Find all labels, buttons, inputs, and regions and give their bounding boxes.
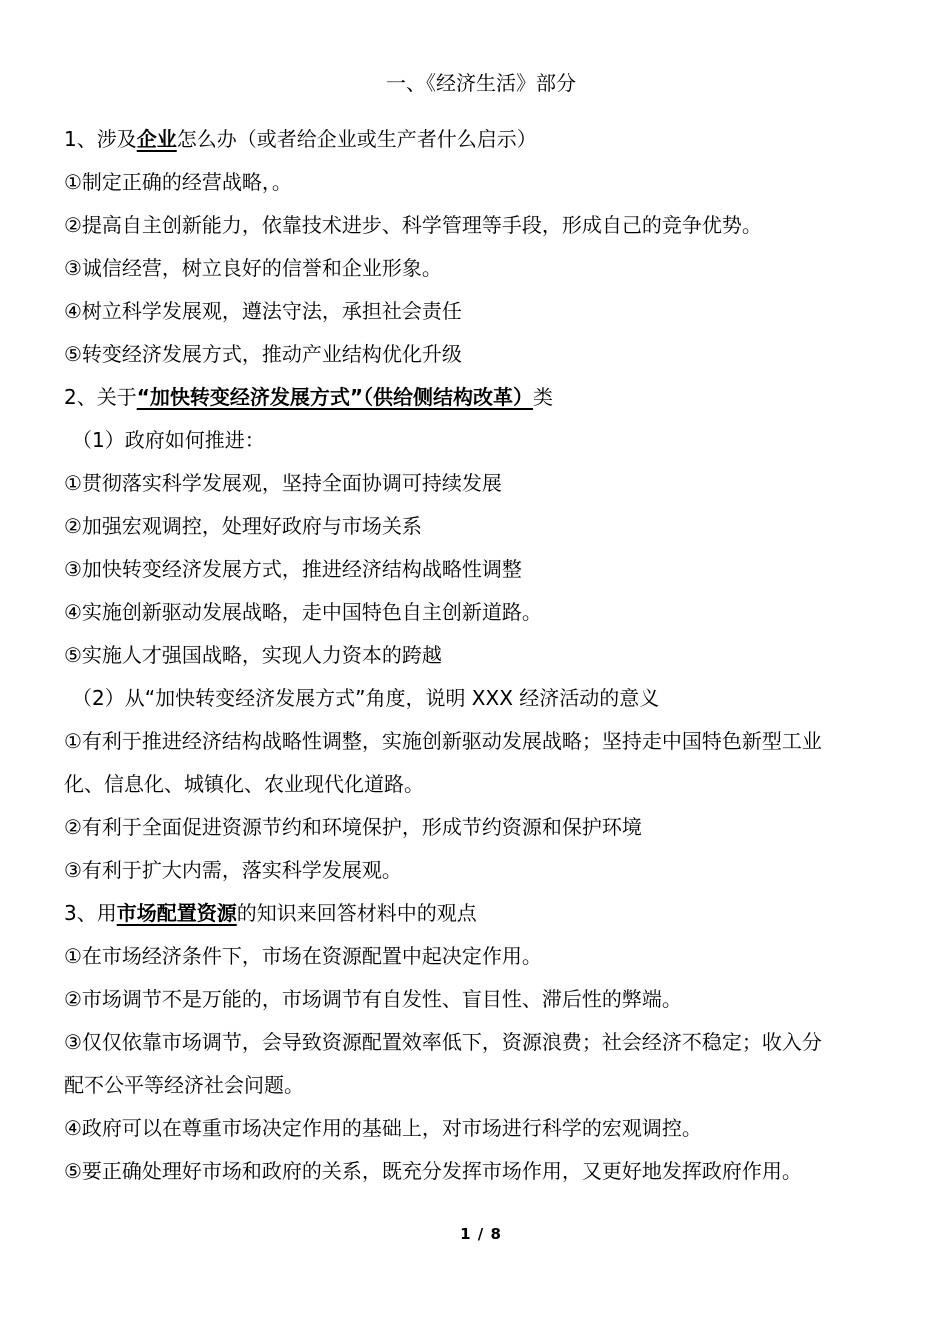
list-item: ③诚信经营，树立良好的信誉和企业形象。 [64, 256, 442, 280]
list-item: ②提高自主创新能力，依靠技术进步、科学管理等手段，形成自己的竞争优势。 [64, 213, 762, 237]
list-item: ③有利于扩大内需，落实科学发展观。 [64, 858, 402, 882]
list-item: 配不公平等经济社会问题。 [64, 1073, 304, 1097]
heading-suffix: 怎么办（或者给企业或生产者什么启示） [176, 127, 537, 151]
heading-prefix: 2、关于 [64, 385, 137, 409]
list-item: ⑤转变经济发展方式，推动产业结构优化升级 [64, 342, 462, 366]
list-item: ③仅仅依靠市场调节，会导致资源配置效率低下，资源浪费；社会经济不稳定；收入分 [64, 1030, 822, 1054]
subsection-title: （2）从“加快转变经济发展方式”角度，说明 XXX 经济活动的意义 [72, 686, 660, 710]
list-item: ②市场调节不是万能的，市场调节有自发性、盲目性、滞后性的弊端。 [64, 987, 682, 1011]
list-item: ①制定正确的经营战略，。 [64, 170, 292, 194]
list-item: ⑤实施人才强国战略，实现人力资本的跨越 [64, 643, 442, 667]
document-body [64, 118, 894, 1193]
page-number: 1 / 8 [460, 1225, 502, 1243]
section-3-heading [64, 892, 894, 935]
list-item: ⑤要正确处理好市场和政府的关系，既充分发挥市场作用，又更好地发挥政府作用。 [64, 1159, 802, 1183]
list-item: ③加快转变经济发展方式，推进经济结构战略性调整 [64, 557, 522, 581]
list-item: ④树立科学发展观，遵法守法，承担社会责任 [64, 299, 462, 323]
list-item: ①在市场经济条件下，市场在资源配置中起决定作用。 [64, 944, 542, 968]
subsection-title: （1）政府如何推进： [72, 428, 265, 452]
heading-suffix: 类 [533, 385, 554, 409]
list-item: ①贯彻落实科学发展观，坚持全面协调可持续发展 [64, 471, 502, 495]
heading-prefix: 1、涉及 [64, 127, 137, 151]
page-title: 一、《经济生活》部分 [386, 71, 576, 95]
list-item: ②有利于全面促进资源节约和环境保护，形成节约资源和保护环境 [64, 815, 642, 839]
heading-emphasis: “加快转变经济发展方式”（供给侧结构改革） [136, 385, 534, 409]
heading-emphasis: 企业 [136, 127, 177, 151]
heading-emphasis: 市场配置资源 [116, 901, 237, 925]
section-1-heading [64, 118, 894, 161]
list-item: ④政府可以在尊重市场决定作用的基础上，对市场进行科学的宏观调控。 [64, 1116, 702, 1140]
section-2-heading [64, 376, 894, 419]
list-item: ②加强宏观调控，处理好政府与市场关系 [64, 514, 422, 538]
list-item: ④实施创新驱动发展战略，走中国特色自主创新道路。 [64, 600, 542, 624]
list-item: 化、信息化、城镇化、农业现代化道路。 [64, 772, 424, 796]
list-item: ①有利于推进经济结构战略性调整，实施创新驱动发展战略；坚持走中国特色新型工业 [64, 729, 822, 753]
heading-prefix: 3、用 [64, 901, 117, 925]
heading-suffix: 的知识来回答材料中的观点 [236, 901, 477, 925]
